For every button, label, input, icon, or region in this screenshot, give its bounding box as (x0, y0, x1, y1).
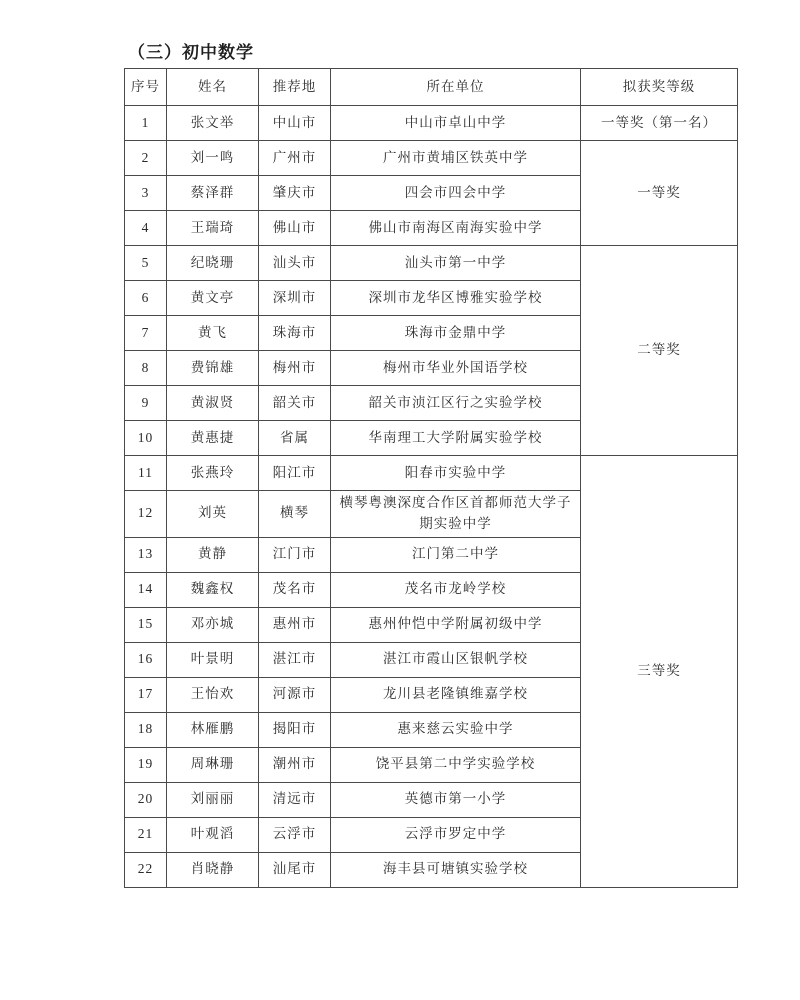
table-row (125, 456, 738, 491)
cell-name: 黄惠捷 (167, 421, 259, 456)
cell-row-number: 13 (125, 537, 167, 572)
table-header-row (125, 69, 738, 106)
cell-row-number: 3 (125, 176, 167, 211)
cell-place: 省属 (259, 421, 331, 456)
cell-unit: 佛山市南海区南海实验中学 (331, 211, 581, 246)
cell-name: 黄淑贤 (167, 386, 259, 421)
cell-row-number: 4 (125, 211, 167, 246)
cell-unit: 华南理工大学附属实验学校 (331, 421, 581, 456)
cell-place: 佛山市 (259, 211, 331, 246)
cell-name: 蔡泽群 (167, 176, 259, 211)
cell-unit: 横琴粤澳深度合作区首都师范大学子期实验中学 (331, 491, 581, 538)
cell-place: 韶关市 (259, 386, 331, 421)
cell-name: 黄文亭 (167, 281, 259, 316)
header-name: 姓名 (167, 69, 259, 106)
cell-unit: 汕头市第一中学 (331, 246, 581, 281)
cell-place: 中山市 (259, 106, 331, 141)
cell-row-number: 11 (125, 456, 167, 491)
header-award: 拟获奖等级 (581, 69, 738, 106)
cell-unit: 江门第二中学 (331, 537, 581, 572)
cell-row-number: 10 (125, 421, 167, 456)
cell-place: 广州市 (259, 141, 331, 176)
cell-name: 费锦雄 (167, 351, 259, 386)
header-unit: 所在单位 (331, 69, 581, 106)
cell-name: 王怡欢 (167, 677, 259, 712)
cell-row-number: 5 (125, 246, 167, 281)
cell-row-number: 8 (125, 351, 167, 386)
cell-place: 揭阳市 (259, 712, 331, 747)
cell-row-number: 7 (125, 316, 167, 351)
cell-place: 潮州市 (259, 747, 331, 782)
cell-place: 湛江市 (259, 642, 331, 677)
cell-row-number: 9 (125, 386, 167, 421)
table-row (125, 106, 738, 141)
cell-award: 二等奖 (581, 246, 738, 456)
cell-place: 梅州市 (259, 351, 331, 386)
cell-place: 珠海市 (259, 316, 331, 351)
cell-place: 汕头市 (259, 246, 331, 281)
cell-name: 叶观滔 (167, 817, 259, 852)
cell-row-number: 6 (125, 281, 167, 316)
header-row-number: 序号 (125, 69, 167, 106)
cell-unit: 韶关市浈江区行之实验学校 (331, 386, 581, 421)
cell-name: 林雁鹏 (167, 712, 259, 747)
cell-name: 刘丽丽 (167, 782, 259, 817)
cell-unit: 龙川县老隆镇维嘉学校 (331, 677, 581, 712)
cell-name: 周琳珊 (167, 747, 259, 782)
cell-unit: 惠州仲恺中学附属初级中学 (331, 607, 581, 642)
cell-name: 刘英 (167, 491, 259, 538)
cell-row-number: 18 (125, 712, 167, 747)
cell-row-number: 19 (125, 747, 167, 782)
header-place: 推荐地 (259, 69, 331, 106)
cell-name: 肖晓静 (167, 852, 259, 887)
cell-place: 河源市 (259, 677, 331, 712)
award-table (124, 68, 738, 888)
cell-award: 一等奖 (581, 141, 738, 246)
cell-row-number: 2 (125, 141, 167, 176)
cell-row-number: 1 (125, 106, 167, 141)
cell-unit: 广州市黄埔区铁英中学 (331, 141, 581, 176)
cell-row-number: 14 (125, 572, 167, 607)
cell-name: 邓亦城 (167, 607, 259, 642)
cell-place: 清远市 (259, 782, 331, 817)
table-row (125, 246, 738, 281)
cell-unit: 四会市四会中学 (331, 176, 581, 211)
cell-place: 横琴 (259, 491, 331, 538)
cell-name: 黄静 (167, 537, 259, 572)
cell-unit: 珠海市金鼎中学 (331, 316, 581, 351)
cell-place: 茂名市 (259, 572, 331, 607)
cell-row-number: 15 (125, 607, 167, 642)
cell-unit: 梅州市华业外国语学校 (331, 351, 581, 386)
cell-row-number: 22 (125, 852, 167, 887)
cell-unit: 深圳市龙华区博雅实验学校 (331, 281, 581, 316)
cell-name: 张文举 (167, 106, 259, 141)
cell-place: 深圳市 (259, 281, 331, 316)
cell-place: 江门市 (259, 537, 331, 572)
table-row (125, 141, 738, 176)
cell-place: 云浮市 (259, 817, 331, 852)
cell-unit: 英德市第一小学 (331, 782, 581, 817)
cell-row-number: 12 (125, 491, 167, 538)
cell-place: 汕尾市 (259, 852, 331, 887)
cell-row-number: 21 (125, 817, 167, 852)
cell-unit: 海丰县可塘镇实验学校 (331, 852, 581, 887)
cell-name: 张燕玲 (167, 456, 259, 491)
cell-unit: 饶平县第二中学实验学校 (331, 747, 581, 782)
table-body (125, 106, 738, 888)
cell-place: 阳江市 (259, 456, 331, 491)
cell-name: 魏鑫权 (167, 572, 259, 607)
section-title: （三）初中数学 (128, 43, 254, 62)
cell-unit: 云浮市罗定中学 (331, 817, 581, 852)
cell-row-number: 20 (125, 782, 167, 817)
cell-name: 黄飞 (167, 316, 259, 351)
cell-unit: 茂名市龙岭学校 (331, 572, 581, 607)
cell-place: 肇庆市 (259, 176, 331, 211)
cell-award: 三等奖 (581, 456, 738, 888)
cell-unit: 阳春市实验中学 (331, 456, 581, 491)
cell-name: 刘一鸣 (167, 141, 259, 176)
cell-row-number: 16 (125, 642, 167, 677)
cell-name: 王瑞琦 (167, 211, 259, 246)
cell-place: 惠州市 (259, 607, 331, 642)
cell-unit: 中山市卓山中学 (331, 106, 581, 141)
cell-unit: 惠来慈云实验中学 (331, 712, 581, 747)
cell-award: 一等奖（第一名） (581, 106, 738, 141)
cell-unit: 湛江市霞山区银帆学校 (331, 642, 581, 677)
cell-name: 纪晓珊 (167, 246, 259, 281)
cell-name: 叶景明 (167, 642, 259, 677)
cell-row-number: 17 (125, 677, 167, 712)
